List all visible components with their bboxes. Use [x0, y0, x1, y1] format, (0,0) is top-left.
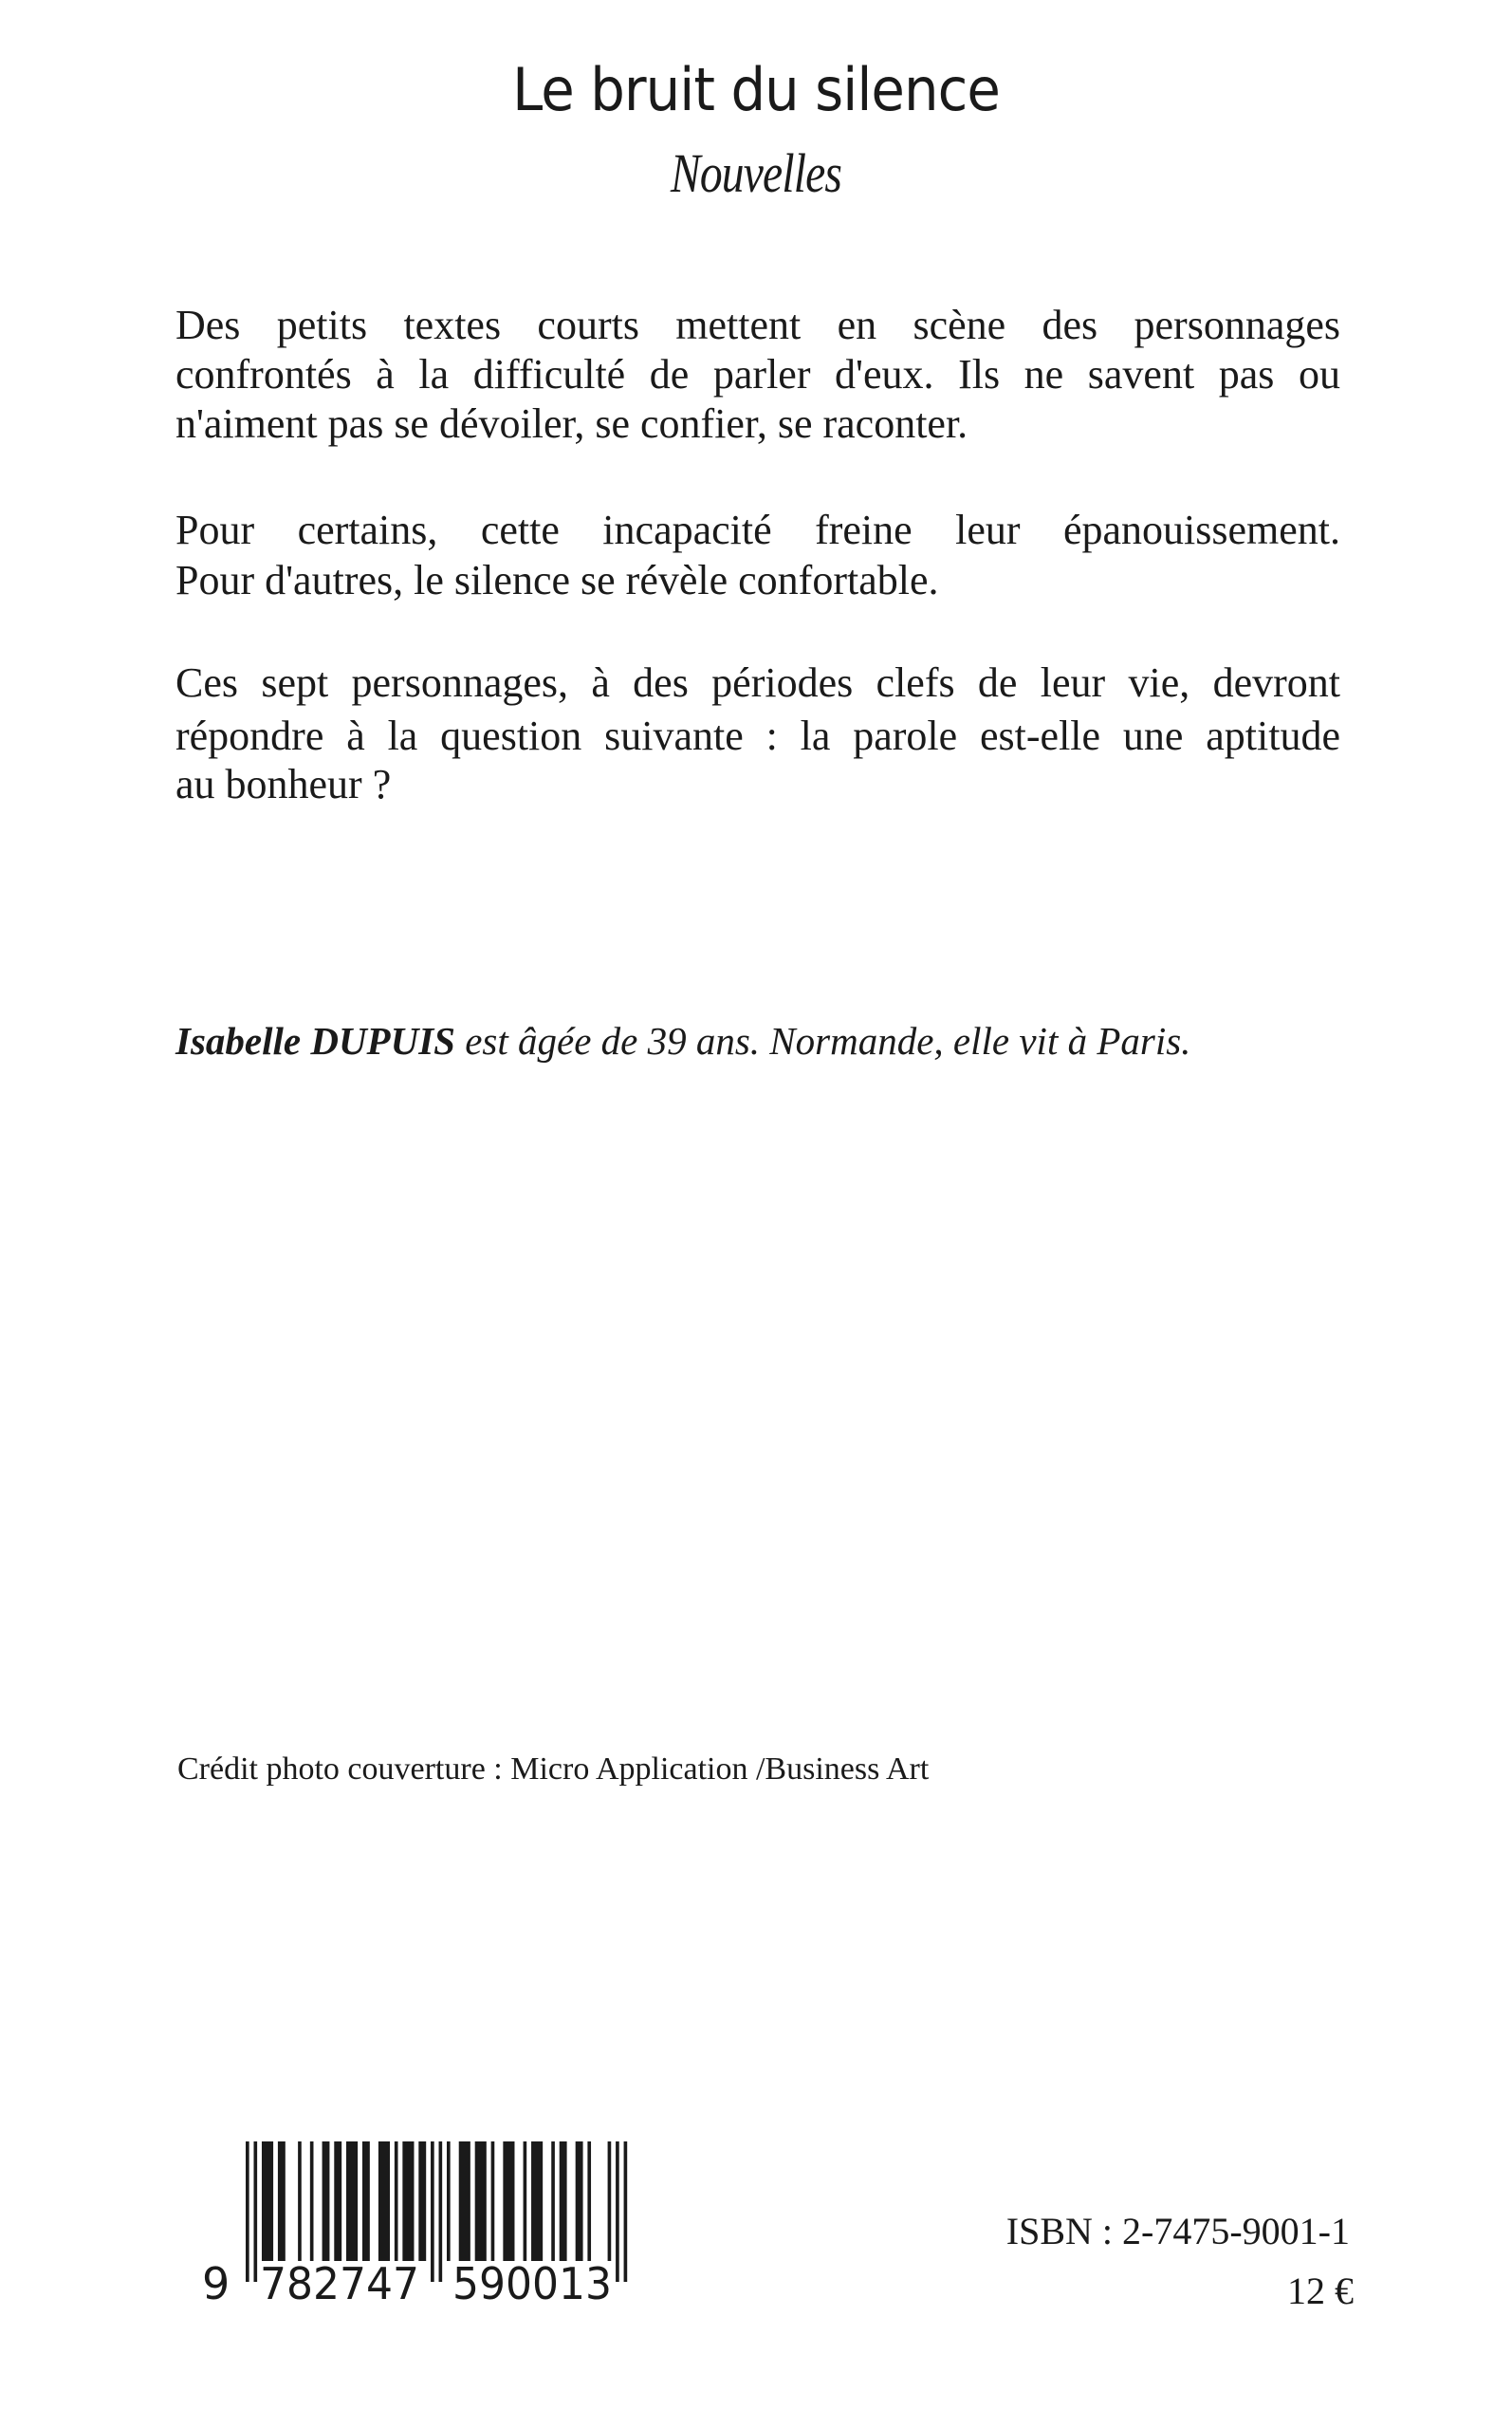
barcode-bar: [346, 2141, 358, 2261]
blurb-line: Des petits textes courts mettent en scène des personnages: [175, 302, 1340, 348]
author-name: Isabelle DUPUIS: [175, 1019, 455, 1063]
author-description: est âgée de 39 ans. Normande, elle vit à Paris.: [454, 1019, 1191, 1063]
barcode-bar: [503, 2141, 514, 2261]
barcode-guard-bar: [439, 2141, 443, 2282]
barcode-right-digits: 590013: [452, 2258, 612, 2306]
barcode-bar: [524, 2141, 527, 2261]
barcode-guard-bar: [253, 2141, 257, 2282]
blurb-line: Ces sept personnages, à des périodes clefs de leur vie, devront: [175, 659, 1340, 706]
book-subtitle: Nouvelles: [670, 142, 842, 204]
barcode-guard-bar: [624, 2141, 628, 2282]
barcode-bar: [395, 2141, 398, 2261]
barcode-bar: [378, 2141, 390, 2261]
book-title: Le bruit du silence: [512, 55, 1000, 124]
barcode-bar: [323, 2141, 330, 2261]
barcode-bar: [447, 2141, 451, 2261]
barcode-bar: [459, 2141, 470, 2261]
barcode-bar: [278, 2141, 286, 2261]
barcode-bar: [587, 2141, 591, 2261]
barcode-bar: [298, 2141, 302, 2261]
blurb-line: Pour d'autres, le silence se révèle confortable.: [175, 557, 939, 603]
price: 12 €: [1287, 2270, 1354, 2312]
barcode-bar: [491, 2141, 495, 2261]
barcode-bar: [475, 2141, 487, 2261]
barcode-bar: [402, 2141, 414, 2261]
barcode-bar: [362, 2141, 370, 2261]
blurb-line: répondre à la question suivante : la parole est-elle une aptitude: [175, 713, 1340, 759]
barcode-bar: [310, 2141, 314, 2261]
barcode-bar: [608, 2141, 612, 2261]
isbn-number: ISBN : 2-7475-9001-1: [1005, 2210, 1350, 2252]
barcode-first-digit: 9: [202, 2258, 230, 2306]
barcode-bar: [262, 2141, 273, 2261]
barcode-bar: [576, 2141, 583, 2261]
barcode-bar: [418, 2141, 426, 2261]
blurb-line: au bonheur ?: [175, 761, 392, 807]
blurb-line: confrontés à la difficulté de parler d'eux. Ils ne savent pas ou: [175, 351, 1340, 398]
author-bio: [175, 1017, 1190, 1065]
barcode-bar: [334, 2141, 341, 2261]
barcode-guard-bar: [431, 2141, 434, 2282]
barcode-bar: [560, 2141, 567, 2261]
barcode-graphic: [190, 2135, 645, 2306]
blurb-line: n'aiment pas se dévoiler, se confier, se raconter.: [175, 400, 968, 447]
barcode-left-digits: 782747: [260, 2258, 419, 2306]
isbn-barcode: [190, 2135, 645, 2306]
barcode-guard-bar: [616, 2141, 619, 2282]
photo-credit: Crédit photo couverture : Micro Application /Business Art: [177, 1751, 930, 1787]
barcode-bar: [551, 2141, 555, 2261]
barcode-guard-bar: [246, 2141, 249, 2282]
blurb-line: Pour certains, cette incapacité freine leur épanouissement.: [175, 507, 1340, 553]
barcode-bar: [531, 2141, 543, 2261]
